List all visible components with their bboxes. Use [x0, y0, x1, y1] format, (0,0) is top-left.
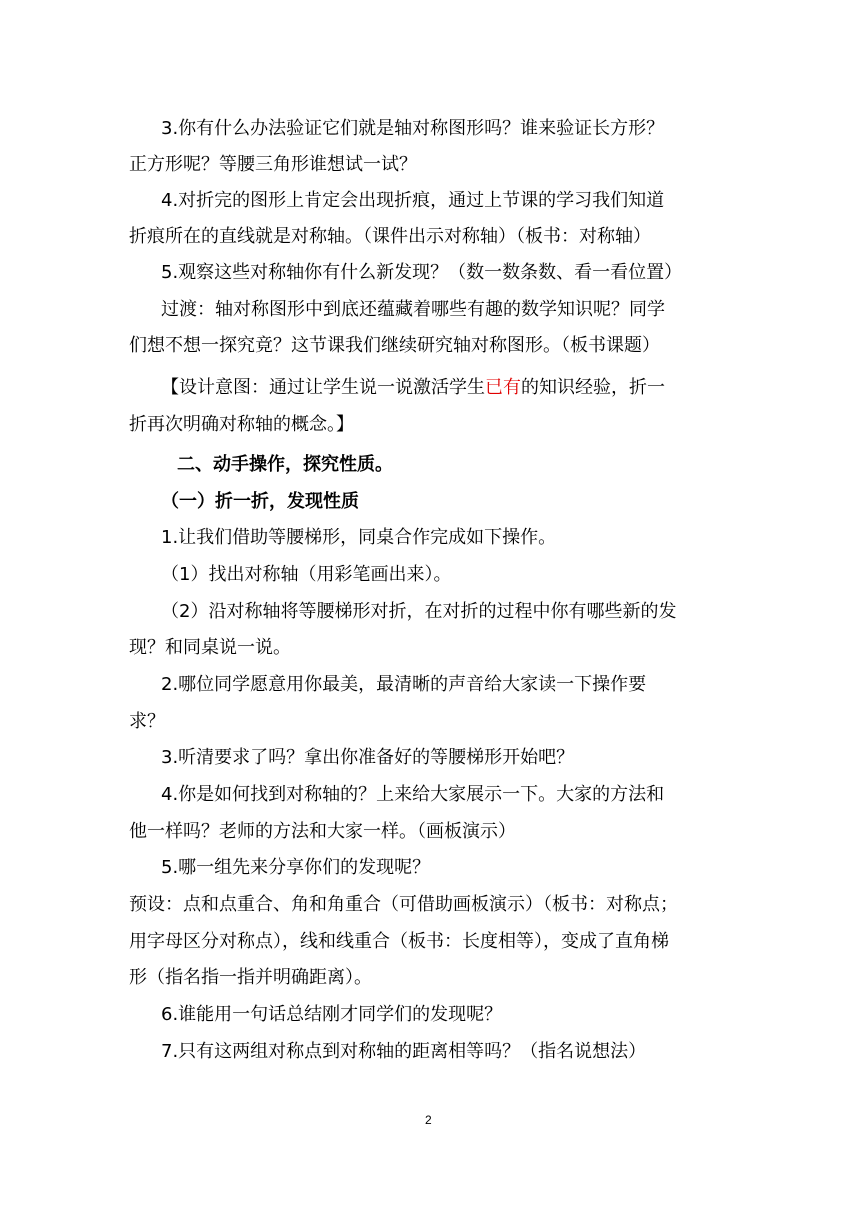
paragraph-5: 5.观察这些对称轴你有什么新发现？（数一数条数、看一看位置） [161, 262, 683, 283]
step-2-line-1: 2.哪位同学愿意用你最美，最清晰的声音给大家读一下操作要 [161, 674, 647, 695]
preset-line-3: 形（指名指一指并明确距离）。 [129, 967, 372, 988]
paragraph-3-line-1: 3.你有什么办法验证它们就是轴对称图形吗？谁来验证长方形？ [161, 118, 665, 139]
paragraph-4-line-2: 折痕所在的直线就是对称轴。（课件出示对称轴）（板书：对称轴） [129, 226, 651, 247]
step-1-sub-1: （1）找出对称轴（用彩笔画出来）。 [161, 564, 452, 585]
page-number: 2 [425, 1113, 432, 1127]
step-6: 6.谁能用一句话总结刚才同学们的发现呢？ [161, 1004, 503, 1025]
section-heading: 二、动手操作，探究性质。 [177, 454, 393, 475]
paragraph-4-line-1: 4.对折完的图形上肯定会出现折痕，通过上节课的学习我们知道 [161, 190, 665, 211]
step-2-line-2: 求？ [129, 711, 165, 732]
subsection-heading: （一）折一折，发现性质 [161, 491, 359, 512]
step-1-sub-2-line-1: （2）沿对称轴将等腰梯形对折，在对折的过程中你有哪些新的发 [161, 601, 677, 622]
paragraph-3-line-2: 正方形呢？等腰三角形谁想试一试？ [129, 154, 417, 175]
step-4-line-2: 他一样吗？老师的方法和大家一样。（画板演示） [129, 821, 516, 842]
step-4-line-1: 4.你是如何找到对称轴的？上来给大家展示一下。大家的方法和 [161, 784, 665, 805]
design-intent-line-1 [161, 376, 665, 400]
step-7: 7.只有这两组对称点到对称轴的距离相等吗？（指名说想法） [161, 1041, 647, 1062]
preset-line-2: 用字母区分对称点），线和线重合（板书：长度相等），变成了直角梯 [129, 931, 669, 952]
design-intent-highlight: 已有 [485, 377, 521, 398]
step-1-sub-2-line-2: 现？和同桌说一说。 [129, 637, 291, 658]
transition-line-1: 过渡：轴对称图形中到底还蕴藏着哪些有趣的数学知识呢？同学 [161, 299, 665, 320]
design-intent-text: 【设计意图：通过让学生说一说激活学生 [161, 377, 485, 398]
design-intent-line-2: 折再次明确对称轴的概念。】 [129, 414, 354, 435]
design-intent-text-end: 的知识经验，折一 [521, 377, 665, 398]
step-1: 1.让我们借助等腰梯形，同桌合作完成如下操作。 [161, 527, 557, 548]
preset-line-1: 预设：点和点重合、角和角重合（可借助画板演示）（板书：对称点； [129, 894, 678, 915]
step-5: 5.哪一组先来分享你们的发现呢？ [161, 857, 431, 878]
transition-line-2: 们想不想一探究竟？这节课我们继续研究轴对称图形。（板书课题） [129, 335, 660, 356]
step-3: 3.听清要求了吗？拿出你准备好的等腰梯形开始吧？ [161, 747, 575, 768]
